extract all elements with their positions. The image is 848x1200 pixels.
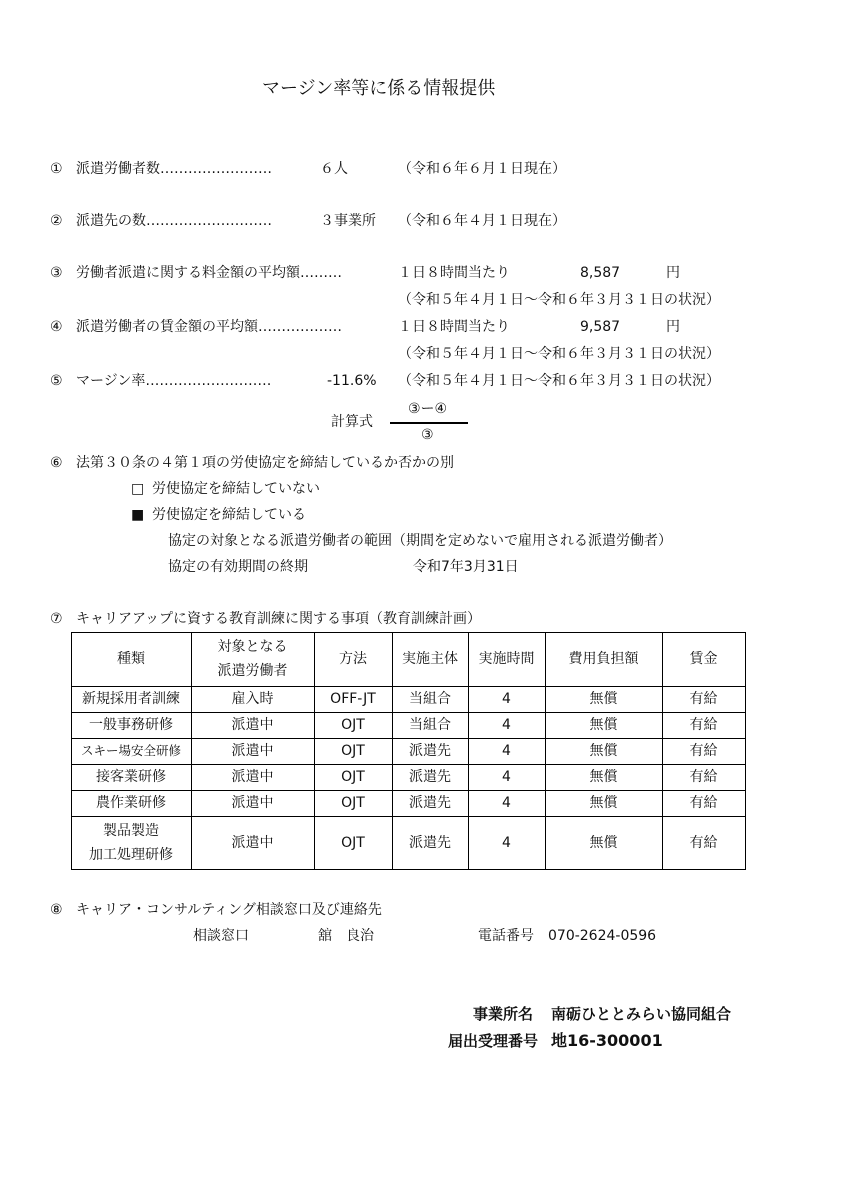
item-unit-fee: 円	[666, 265, 680, 281]
table-cell-hours: 4	[502, 835, 511, 851]
table-cell-hours: 4	[502, 717, 511, 733]
formula-denominator: ③	[421, 427, 434, 443]
consulting-desk-label: 相談窓口	[193, 928, 249, 944]
table-cell-type: 一般事務研修	[89, 717, 173, 733]
consulting-phone: 電話番号 070-2624-0596	[478, 928, 657, 944]
table-rule	[71, 712, 746, 713]
table-cell-method: OJT	[341, 717, 365, 733]
table-cell-method: OFF-JT	[330, 691, 376, 707]
formula-numerator: ③ー④	[408, 401, 448, 417]
table-rule	[745, 632, 746, 870]
table-cell-target: 雇入時	[231, 691, 274, 707]
item-value-destinations: ３事業所	[320, 213, 376, 229]
table-cell-hours: 4	[502, 743, 511, 759]
agreement-period-value: 令和7年3月31日	[413, 559, 519, 575]
table-rule	[191, 632, 192, 870]
page-title: マージン率等に係る情報提供	[262, 78, 496, 99]
table-cell-provider: 派遣先	[409, 795, 451, 811]
table-header-target-line2: 派遣労働者	[217, 663, 288, 679]
table-header-target	[191, 632, 314, 686]
table-rule	[71, 869, 746, 870]
table-cell-hours: 4	[502, 795, 511, 811]
item-number-8: ⑧	[50, 902, 63, 918]
table-cell-type	[71, 816, 191, 870]
table-header-provider: 実施主体	[402, 651, 458, 667]
table-rule	[468, 632, 469, 870]
item-note-destinations: （令和６年４月１日現在）	[398, 213, 566, 229]
table-cell-cost: 無償	[589, 769, 618, 785]
item-label-workers: 派遣労働者数……………………	[76, 161, 272, 177]
item-number-3: ③	[50, 265, 63, 281]
table-cell-method: OJT	[341, 835, 365, 851]
item-label-training: キャリアアップに資する教育訓練に関する事項（教育訓練計画）	[76, 611, 482, 627]
consulting-contact-name: 舘 良治	[318, 928, 374, 944]
registration-label: 届出受理番号	[448, 1032, 539, 1050]
item-note-wage: （令和５年４月１日～令和６年３月３１日の状況）	[398, 346, 720, 362]
table-header-method: 方法	[339, 651, 367, 667]
option-concluded: 労使協定を締結している	[152, 507, 306, 523]
item-number-7: ⑦	[50, 611, 63, 627]
table-cell-method: OJT	[341, 795, 365, 811]
table-header-hours: 実施時間	[478, 651, 535, 667]
item-label-consulting: キャリア・コンサルティング相談窓口及び連絡先	[76, 902, 382, 918]
item-label-fee-average: 労働者派遣に関する料金額の平均額………	[76, 265, 342, 281]
table-cell-target: 派遣中	[231, 835, 274, 851]
table-cell-cost: 無償	[589, 717, 618, 733]
office-name: 南砺ひととみらい協同組合	[551, 1005, 732, 1023]
table-cell-cost: 無償	[589, 743, 618, 759]
formula-fraction-bar	[390, 422, 468, 424]
item-unit-wage: 円	[666, 319, 680, 335]
table-cell-target: 派遣中	[231, 795, 274, 811]
table-rule	[71, 632, 746, 633]
item-amount-fee: 8,587	[580, 265, 621, 281]
table-cell-method: OJT	[341, 769, 365, 785]
item-label-agreement: 法第３０条の４第１項の労使協定を締結しているか否かの別	[76, 455, 454, 471]
table-cell-type: 新規採用者訓練	[82, 691, 180, 707]
table-cell-cost: 無償	[589, 691, 618, 707]
table-rule	[71, 764, 746, 765]
table-cell-provider: 派遣先	[409, 769, 451, 785]
table-rule	[71, 632, 72, 870]
table-cell-hours: 4	[502, 691, 511, 707]
table-rule	[71, 790, 746, 791]
table-rule	[71, 816, 746, 817]
table-cell-target: 派遣中	[231, 769, 274, 785]
table-cell-wage: 有給	[689, 691, 718, 707]
table-cell-wage: 有給	[689, 795, 718, 811]
item-number-1: ①	[50, 161, 63, 177]
checkbox-unchecked-icon: □	[131, 481, 145, 497]
checkbox-checked-icon: ■	[131, 507, 145, 523]
registration-number: 地16-300001	[551, 1031, 663, 1050]
table-rule	[392, 632, 393, 870]
item-label-margin-rate: マージン率………………………	[76, 373, 272, 389]
table-header-wage: 賃金	[689, 651, 718, 667]
item-basis-fee: １日８時間当たり	[398, 265, 510, 281]
item-number-4: ④	[50, 319, 63, 335]
table-cell-provider: 当組合	[409, 717, 451, 733]
table-cell-method: OJT	[341, 743, 365, 759]
item-value-workers: ６人	[320, 161, 348, 177]
item-basis-wage: １日８時間当たり	[398, 319, 510, 335]
table-rule	[314, 632, 315, 870]
table-cell-type: スキー場安全研修	[80, 743, 181, 758]
table-cell-cost: 無償	[589, 835, 618, 851]
table-cell-wage: 有給	[689, 769, 718, 785]
item-note-margin-rate: （令和５年４月１日～令和６年３月３１日の状況）	[398, 373, 720, 389]
agreement-scope: 協定の対象となる派遣労働者の範囲（期間を定めないで雇用される派遣労働者）	[168, 533, 672, 549]
table-cell-hours: 4	[502, 769, 511, 785]
table-rule	[71, 686, 746, 687]
table-cell-type-line1: 製品製造	[103, 823, 159, 839]
item-amount-wage: 9,587	[580, 319, 621, 335]
table-cell-type: 農作業研修	[96, 795, 166, 811]
table-cell-target: 派遣中	[231, 743, 274, 759]
table-cell-wage: 有給	[689, 717, 718, 733]
office-name-label: 事業所名	[473, 1005, 534, 1023]
item-label-wage-average: 派遣労働者の賃金額の平均額………………	[76, 319, 342, 335]
table-header-target-line1: 対象となる	[217, 639, 288, 655]
agreement-period-label: 協定の有効期間の終期	[168, 559, 308, 575]
table-rule	[662, 632, 663, 870]
item-value-margin-rate: -11.6%	[327, 373, 377, 389]
item-note-fee: （令和５年４月１日～令和６年３月３１日の状況）	[398, 292, 720, 308]
table-cell-provider: 派遣先	[409, 835, 451, 851]
table-cell-type-line2: 加工処理研修	[89, 847, 173, 863]
formula-label: 計算式	[331, 414, 373, 430]
table-rule	[545, 632, 546, 870]
item-note-workers: （令和６年６月１日現在）	[398, 161, 566, 177]
table-cell-provider: 当組合	[409, 691, 451, 707]
table-header-cost: 費用負担額	[568, 651, 639, 667]
table-cell-cost: 無償	[589, 795, 618, 811]
table-rule	[71, 738, 746, 739]
table-header-type: 種類	[117, 651, 145, 667]
option-not-concluded: 労使協定を締結していない	[152, 481, 320, 497]
item-number-6: ⑥	[50, 455, 63, 471]
item-number-2: ②	[50, 213, 63, 229]
table-cell-wage: 有給	[689, 743, 718, 759]
table-cell-wage: 有給	[689, 835, 718, 851]
item-number-5: ⑤	[50, 373, 63, 389]
item-label-destinations: 派遣先の数………………………	[76, 213, 272, 229]
table-cell-target: 派遣中	[231, 717, 274, 733]
table-cell-provider: 派遣先	[409, 743, 451, 759]
table-cell-type: 接客業研修	[96, 769, 166, 785]
